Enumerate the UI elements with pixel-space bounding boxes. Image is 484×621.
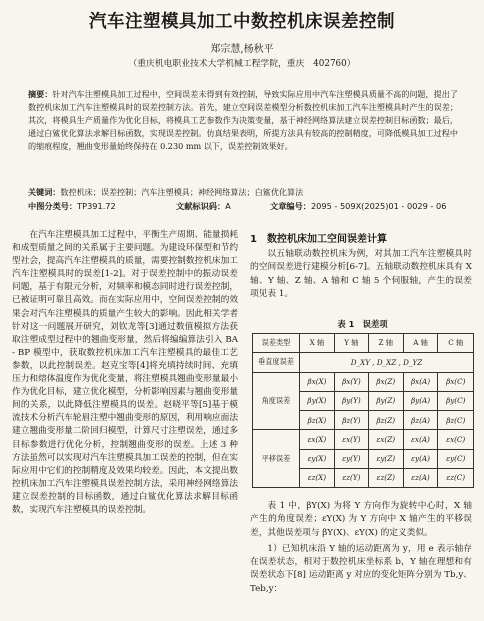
table-header-row	[253, 334, 474, 353]
article-number	[270, 200, 446, 213]
table-row	[253, 430, 474, 449]
vertical-error-label: 垂直度误差	[253, 353, 300, 372]
table-cell: εy(Z)	[368, 449, 403, 468]
right-column-text	[250, 500, 472, 599]
abstract-text: 针对汽车注塑模具加工过程中，空间误差未得到有效控制，导致实际应用中汽车注塑模具质量不高的问题，提出了数控机床加工汽车注塑模具时的误差控制方法。首先，建立空间误差模型分析数控机床加工汽车注塑模具时产生的误差；其次，将模具生产质量作为优化目标，将模具工艺参数作为决策变量，基于神经网络算法建立误差控制目标函数；最后，通过白鲨优化算法求解目标函数，实现误差控制。仿真结果表明，所提方法具有较高的控制精度，可降低模具加工过程中的缩痕程度，翘曲变形量始终保持在 0.230 mm 以下，误差控制效果好。	[28, 89, 458, 152]
table-cell: βz(X)	[300, 411, 335, 430]
keywords-text: 数控机床；误差控制；汽车注塑模具；神经网络算法；白鲨优化算法	[60, 187, 304, 197]
doc-value: A	[225, 201, 231, 211]
table-header: X 轴	[300, 334, 335, 353]
table-cell: βy(X)	[300, 391, 335, 410]
abstract-label: 摘要：	[28, 89, 53, 99]
table-cell: εy(X)	[300, 449, 335, 468]
table-cell: εx(A)	[403, 430, 438, 449]
article-label: 文章编号：	[270, 201, 311, 211]
table-cell: βy(A)	[403, 391, 438, 410]
table-cell: βx(C)	[438, 372, 474, 391]
table-explanation-paragraph: 表 1 中，βY(X) 为将 Y 方向作为旋转中心时，X 轴产生的角度误差；εY(X) 为 Y 方向中 X 轴产生的平移误差，其他误差项与 βY(X)、εY(X) 的定义类似。	[250, 501, 472, 538]
table-row	[253, 372, 474, 391]
paper-affiliation: （重庆机电职业技术大学机械工程学院，重庆 402760）	[128, 59, 356, 69]
keywords	[28, 186, 458, 198]
intro-paragraph: 在汽车注塑模具加工过程中，平衡生产周期、能量损耗和成型质量之间的关系属于主要问题。为建设环保型和节约型社会，提高汽车注塑模具的质量，需要控制数控机床加工汽车注塑模具时的误差[1-2]。对于误差控制中的振动误差问题，基于有限元分析，对频率和模态同时进行误差控制，已被证明可靠且高效。而在实际应用中，空间误差控制的效果会对汽车注塑模具的质量产生较大的影响。因此相关学者针对这一问题展开研究，刘钦龙等[3]通过数值模拟方法获取注塑成型过程中的翘曲变形量，然后将编编算法引入 BA - BP 模型中，获取数控机床加工汽车注塑模具的最佳工艺参数，以此控制误差。赵克宝等[4]将充填持续时间、充填压力和熔体温度作为优化变量，将注塑模具翘曲变形量最小作为优化目标，建立优化模型，分析影响因素与翘曲变形量间的关系，以此降低注塑模具的误差。赵晓平等[5]基于模流技术分析汽车轮眉注塑中翘曲变形的原因，利用响应面法建立翘曲变形量二阶回归模型，计算尺寸注塑误差，通过多目标参数进行优化分析，控制翘曲变形的误差。上述 3 种方法虽然可以实现对汽车注塑模具加工误差的控制，但在实际应用中它们的控制精度及效果均较差。因此，本文提出数控机床加工汽车注塑模具误差控制方法，采用神经网络算法建立误差控制的目标函数，通过白鲨优化算法求解目标函数，实现汽车注塑模具的误差控制。	[12, 230, 238, 515]
section-1-title: 1 数控机床加工空间误差计算	[250, 234, 387, 245]
table-cell: βx(Z)	[368, 372, 403, 391]
table-cell: εz(X)	[300, 468, 335, 487]
doc-label: 文献标识码：	[176, 201, 226, 211]
table-cell: εz(Z)	[368, 468, 403, 487]
clc-number	[28, 200, 116, 213]
table-1-caption: 表 1 误差项	[337, 319, 388, 329]
table-header: Y 轴	[334, 334, 368, 353]
keywords-label: 关键词：	[28, 187, 61, 197]
table-cell: βz(Z)	[368, 411, 403, 430]
translation-error-label: 平移误差	[253, 430, 300, 488]
table-cell: βx(Y)	[334, 372, 368, 391]
table-cell: εz(C)	[438, 468, 474, 487]
table-cell: βz(A)	[403, 411, 438, 430]
table-header: A 轴	[403, 334, 438, 353]
table-cell: εz(A)	[403, 468, 438, 487]
document-code	[176, 200, 231, 213]
table-cell: εx(X)	[300, 430, 335, 449]
table-cell: εx(C)	[438, 430, 474, 449]
y-axis-motion-paragraph: 1）已知机床沿 Y 轴的运动距离为 y，用 e 表示轴存在误差状态，相对于数控机床坐标系 b，Y 轴在理想和有误差状态下[8] 运动距离 y 对应的变化矩阵分别为 Tb,y、Teb,y：	[250, 543, 472, 594]
paper-authors: 郑宗慧,杨秋平	[210, 44, 274, 55]
paper-title: 汽车注塑模具加工中数控机床误差控制	[89, 12, 395, 32]
clc-label: 中图分类号：	[28, 201, 78, 211]
vertical-error-value: D_XY , D_XZ , D_YZ	[300, 353, 474, 372]
table-header: Z 轴	[368, 334, 403, 353]
table-cell: εy(A)	[403, 449, 438, 468]
table-cell: εx(Z)	[368, 430, 403, 449]
article-value: 2095 - 509X(2025)01 - 0029 - 06	[310, 201, 447, 211]
abstract	[28, 88, 458, 153]
table-header: C 轴	[438, 334, 474, 353]
table-cell: βy(C)	[438, 391, 474, 410]
table-cell: βx(A)	[403, 372, 438, 391]
article-meta	[28, 200, 458, 213]
table-cell: βx(X)	[300, 372, 335, 391]
table-header: 误差类型	[253, 334, 300, 353]
error-items-table	[252, 333, 474, 488]
table-cell: εy(C)	[438, 449, 474, 468]
intro-column	[12, 229, 238, 517]
table-cell: εz(Y)	[334, 468, 368, 487]
table-cell: βz(Y)	[334, 411, 368, 430]
clc-value: TP391.72	[77, 201, 116, 211]
section-1-paragraph: 以五轴联动数控机床为例，对其加工汽车注塑模具时的空间误差进行建模分析[6-7]。五轴联动数控机床具有 X 轴、Y 轴、Z 轴、A 轴和 C 轴 5 个伺服轴，产生的误差项见表 1。	[250, 249, 472, 299]
angle-error-label: 角度误差	[253, 372, 300, 430]
table-cell: εx(Y)	[334, 430, 368, 449]
table-row	[253, 353, 474, 372]
table-cell: βy(Y)	[334, 391, 368, 410]
table-cell: βy(Z)	[368, 391, 403, 410]
table-cell: εy(Y)	[334, 449, 368, 468]
table-cell: βz(C)	[438, 411, 474, 430]
